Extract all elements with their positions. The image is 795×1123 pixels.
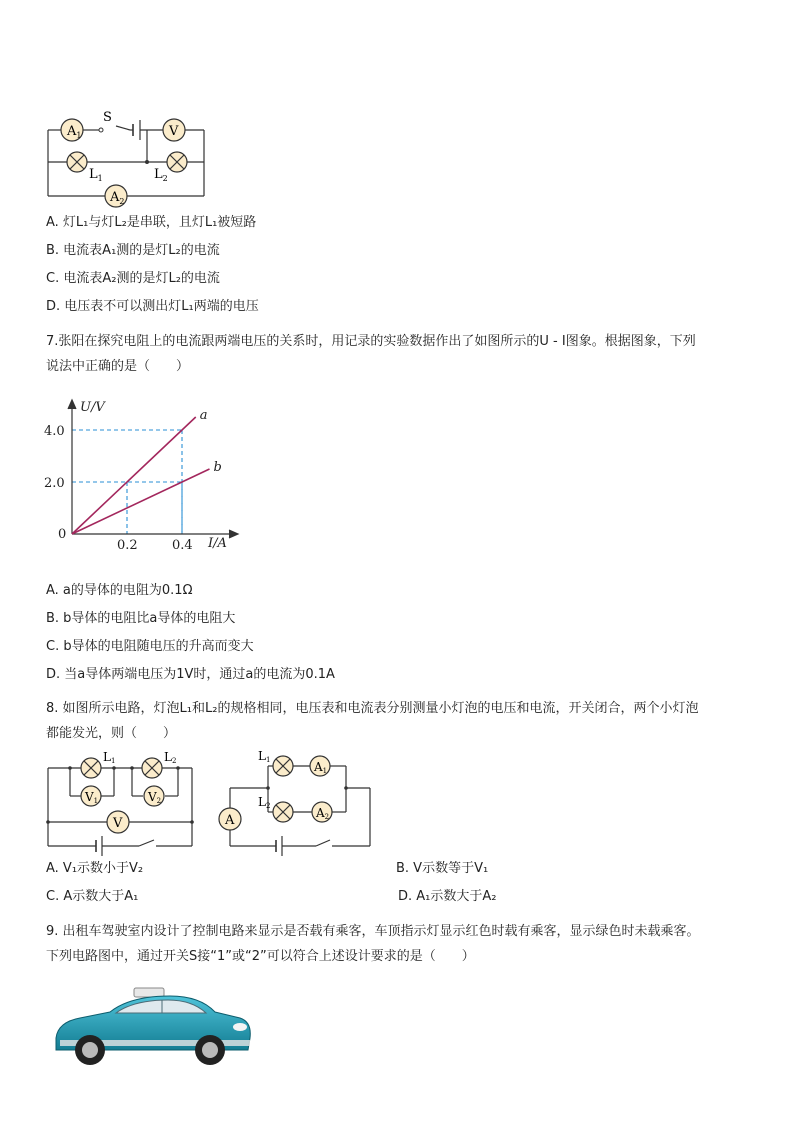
svg-text:V: V — [169, 124, 179, 139]
q7-option-c[interactable]: C. b导体的电阻随电压的升高而变大 — [46, 639, 254, 654]
q9-stem-line-1: 9. 出租车驾驶室内设计了控制电路来显示是否载有乘客，车顶指示灯显示红色时载有乘客，显示绿色时未载乘客。 — [46, 924, 700, 939]
q8-circuit-2 — [216, 748, 376, 856]
svg-text:A1: $A_1$ — [67, 124, 82, 140]
l1-label: $L_1$ — [89, 167, 103, 183]
voltmeter-v2-icon — [144, 786, 164, 806]
l2-label: L2 — [164, 750, 177, 765]
l1-label: L1 — [258, 749, 271, 764]
series-a-label: a — [199, 408, 208, 423]
q8-option-a[interactable]: A. V₁示数小于V₂ — [46, 861, 144, 876]
taxi-car-image — [50, 982, 255, 1072]
ammeter-a2-icon — [312, 802, 332, 822]
lamp-l2-icon — [142, 758, 162, 778]
q7-option-d[interactable]: D. 当a导体两端电压为1V时，通过a的电流为0.1A — [46, 667, 335, 682]
q7-stem-line-2: 说法中正确的是（ ） — [46, 359, 190, 374]
l1-label: L1 — [103, 750, 116, 765]
origin-label: 0 — [58, 527, 67, 542]
y-axis-label: U/V — [80, 400, 105, 415]
svg-text:A2: $A_2$ — [110, 190, 125, 206]
svg-text:V: V — [113, 816, 123, 831]
q8-option-c[interactable]: C. A示数大于A₁ — [46, 889, 139, 904]
q7-stem-line-1: 7.张阳在探究电阻上的电流跟两端电压的关系时，用记录的实验数据作出了如图所示的U - I图象。根据图象，下列 — [46, 334, 696, 349]
y-tick-label: 4.0 — [44, 424, 65, 439]
switch-label: S — [103, 110, 112, 125]
q6-option-b[interactable]: B. 电流表A₁测的是灯L₂的电流 — [46, 243, 220, 258]
q7-option-b[interactable]: B. b导体的电阻比a导体的电阻大 — [46, 611, 236, 626]
ammeter-a2-icon — [105, 185, 127, 207]
y-axis-arrow — [68, 400, 76, 409]
y-tick-label: 2.0 — [44, 476, 65, 491]
lamp-l2-icon — [167, 152, 187, 172]
svg-text:V2: V2 — [148, 790, 162, 805]
svg-text:A2: A2 — [316, 806, 330, 821]
x-axis-label: I/A — [208, 536, 227, 551]
lamp-l1-icon — [81, 758, 101, 778]
q8-stem-line-2: 都能发光，则（ ） — [46, 726, 177, 741]
l2-label: $L_2$ — [154, 167, 168, 183]
q8-stem-line-1: 8. 如图所示电路，灯泡L₁和L₂的规格相同，电压表和电流表分别测量小灯泡的电压和电流，开关闭合，两个小灯泡 — [46, 701, 699, 716]
x-tick-label: 0.4 — [172, 538, 193, 553]
lamp-l2-icon — [273, 802, 293, 822]
q8-option-d[interactable]: D. A₁示数大于A₂ — [398, 889, 497, 904]
lamp-l1-icon — [273, 756, 293, 776]
q6-option-c[interactable]: C. 电流表A₂测的是灯L₂的电流 — [46, 271, 220, 286]
svg-text:A1: A1 — [314, 760, 328, 775]
series-b-line — [72, 469, 210, 534]
lamp-l1-icon — [67, 152, 87, 172]
ammeter-a1-icon — [310, 756, 330, 776]
q6-option-a[interactable]: A. 灯L₁与灯L₂是串联，且灯L₁被短路 — [46, 215, 257, 230]
svg-text:A: A — [225, 813, 235, 828]
x-axis-arrow — [229, 530, 238, 538]
q6-option-d[interactable]: D. 电压表不可以测出灯L₁两端的电压 — [46, 299, 259, 314]
l2-label: L2 — [258, 795, 271, 810]
ammeter-a1-icon — [61, 119, 83, 141]
voltmeter-v1-icon — [81, 786, 101, 806]
x-tick-label: 0.2 — [117, 538, 138, 553]
voltmeter-v-icon — [163, 119, 185, 141]
q7-ui-graph — [40, 392, 260, 562]
svg-text:V1: V1 — [85, 790, 99, 805]
ammeter-a-icon — [219, 808, 241, 830]
q6-circuit-diagram — [44, 108, 209, 210]
q9-stem-line-2: 下列电路图中，通过开关S接“1”或“2”可以符合上述设计要求的是（ ） — [46, 949, 475, 964]
series-b-label: b — [213, 460, 222, 475]
q8-circuit-1 — [44, 748, 196, 856]
series-a-line — [72, 417, 196, 534]
q7-option-a[interactable]: A. a的导体的电阻为0.1Ω — [46, 583, 193, 598]
voltmeter-v-icon — [107, 811, 129, 833]
q8-option-b[interactable]: B. V示数等于V₁ — [396, 861, 489, 876]
